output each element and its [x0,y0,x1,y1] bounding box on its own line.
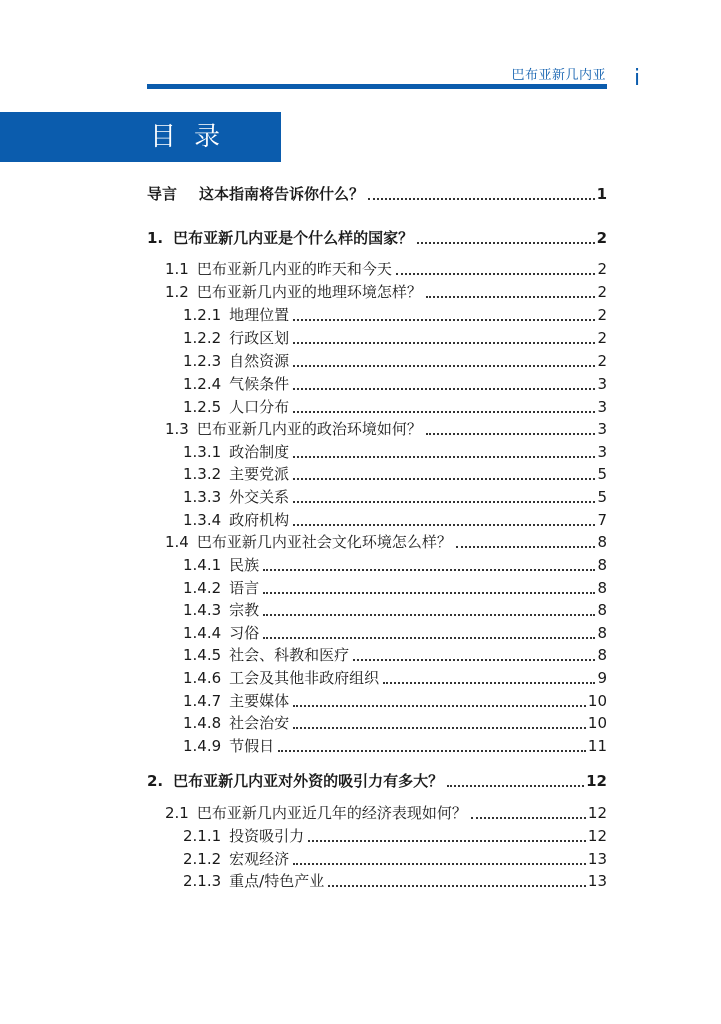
toc-entry-label: 人口分布 [229,398,290,416]
toc-entry-number: 1.4.8 [183,714,222,732]
toc-entry-page: 8 [597,646,607,664]
toc-entry-page: 12 [587,804,607,822]
toc-entry[interactable] [183,508,607,530]
toc-entry-label: 巴布亚新几内亚是个什么样的国家？ [173,229,414,247]
toc-entry-label: 宗教 [229,601,260,619]
toc-entry[interactable] [183,303,607,325]
toc-entry-label: 社会、科教和医疗 [229,646,350,664]
toc-entry-page: 11 [587,737,607,755]
toc-entry-number: 2.1.2 [183,850,222,868]
toc-entry-number: 1.2.4 [183,375,222,393]
toc-entry-label: 主要媒体 [229,692,290,710]
toc-entry-label: 行政区划 [229,329,290,347]
page-title: 目录 [150,122,239,152]
toc-entry-page: 7 [597,511,607,529]
toc-entry-label: 民族 [229,556,260,574]
toc-entry[interactable] [183,734,607,756]
toc-entry-number: 1.4.5 [183,646,222,664]
dot-leader [328,885,586,887]
toc-entry[interactable] [183,372,607,394]
dot-leader [447,785,584,787]
dot-leader [293,365,595,367]
toc-entry-label: 巴布亚新几内亚对外资的吸引力有多大？ [173,772,444,790]
dot-leader [308,840,586,842]
toc-entry-label: 节假日 [229,737,275,755]
toc-entry-page: 1 [596,185,607,203]
toc-entry-number: 1.3.3 [183,488,222,506]
dot-leader [263,637,595,639]
toc-entry-page: 2 [597,329,607,347]
toc-entry[interactable] [183,847,607,869]
toc-entry[interactable] [183,711,607,733]
toc-entry[interactable] [165,417,607,439]
toc-entry-page: 8 [597,624,607,642]
toc-entry-number: 1.2 [165,283,189,301]
toc-entry-number: 1. [147,229,164,247]
toc-entry-label: 气候条件 [229,375,290,393]
toc-entry[interactable] [183,689,607,711]
toc-entry-number: 1.4 [165,533,189,551]
toc-entry[interactable] [165,257,607,279]
dot-leader [293,501,595,503]
dot-leader [263,592,595,594]
toc-entry-page: 12 [587,827,607,845]
toc-entry-page: 8 [597,556,607,574]
toc-entry-page: 2 [597,260,607,278]
running-header-title: 巴布亚新几内亚 [511,68,606,83]
dot-leader [293,411,595,413]
toc-entry-label: 习俗 [229,624,260,642]
toc-entry-number: 1.3.2 [183,465,222,483]
toc-entry-page: 5 [597,465,607,483]
toc-entry-page: 3 [597,420,607,438]
toc-entry[interactable] [183,440,607,462]
toc-entry-page: 5 [597,488,607,506]
page-number: i [634,66,641,91]
toc-entry-page: 13 [587,850,607,868]
dot-leader [426,433,596,435]
toc-entry[interactable] [183,598,607,620]
toc-entry-page: 8 [597,533,607,551]
dot-leader [293,478,595,480]
toc-entry[interactable] [147,769,607,791]
dot-leader [293,319,595,321]
toc-entry-label: 巴布亚新几内亚社会文化环境怎么样？ [196,533,452,551]
toc-entry-page: 2 [596,229,607,247]
toc-entry[interactable] [183,349,607,371]
toc-entry-number: 1.3 [165,420,189,438]
toc-entry-label: 政府机构 [229,511,290,529]
toc-entry-number: 1.3.1 [183,443,222,461]
toc-entry-page: 8 [597,579,607,597]
toc-entry-number: 1.2.1 [183,306,222,324]
toc-entry[interactable] [183,666,607,688]
toc-entry-page: 10 [587,714,607,732]
dot-leader [396,273,596,275]
toc-entry-label: 宏观经济 [229,850,290,868]
toc-entry-label: 重点/特色产业 [229,872,325,890]
dot-leader [293,705,586,707]
toc-entry[interactable] [183,395,607,417]
toc-entry-label: 社会治安 [229,714,290,732]
toc-entry-number: 1.4.2 [183,579,222,597]
toc-entry-number: 1.2.3 [183,352,222,370]
toc-entry[interactable] [183,621,607,643]
toc-entry[interactable] [183,643,607,665]
dot-leader [471,817,586,819]
dot-leader [353,659,595,661]
dot-leader [368,198,595,200]
toc-entry-number: 1.4.3 [183,601,222,619]
toc-entry[interactable] [147,182,607,204]
toc-entry-label: 自然资源 [229,352,290,370]
toc-entry[interactable] [147,226,607,248]
toc-entry-number: 导言 [147,185,178,203]
toc-entry-page: 2 [597,352,607,370]
toc-entry-number: 1.2.2 [183,329,222,347]
toc-entry-label: 外交关系 [229,488,290,506]
dot-leader [417,242,594,244]
toc-entry-number: 1.3.4 [183,511,222,529]
toc-entry[interactable] [165,530,607,552]
toc-entry-label: 投资吸引力 [229,827,305,845]
toc-entry[interactable] [165,801,607,823]
toc-entry[interactable] [183,824,607,846]
toc-entry-page: 10 [587,692,607,710]
dot-leader [293,388,595,390]
dot-leader [263,614,595,616]
toc-entry-page: 3 [597,398,607,416]
toc-entry-number: 2.1 [165,804,189,822]
toc-entry-label: 政治制度 [229,443,290,461]
toc-entry-page: 2 [597,283,607,301]
toc-entry-label: 主要党派 [229,465,290,483]
toc-entry-label: 这本指南将告诉你什么？ [199,185,365,203]
toc-entry[interactable] [183,485,607,507]
toc-entry[interactable] [165,280,607,302]
toc-entry-page: 12 [586,772,607,790]
dot-leader [293,342,595,344]
toc-entry-number: 1.4.9 [183,737,222,755]
dot-leader [426,296,596,298]
dot-leader [293,863,586,865]
toc-entry-number: 1.1 [165,260,189,278]
dot-leader [278,750,586,752]
dot-leader [456,546,596,548]
dot-leader [293,524,595,526]
toc-entry-number: 1.4.1 [183,556,222,574]
toc-entry-number: 2.1.1 [183,827,222,845]
toc-entry[interactable] [183,869,607,891]
toc-entry-label: 巴布亚新几内亚的地理环境怎样？ [196,283,422,301]
dot-leader [383,682,595,684]
toc-entry-label: 地理位置 [229,306,290,324]
dot-leader [293,456,595,458]
toc-entry-number: 1.4.6 [183,669,222,687]
toc-entry[interactable] [183,576,607,598]
toc-entry-number: 1.4.4 [183,624,222,642]
toc-entry-label: 语言 [229,579,260,597]
toc-entry[interactable] [183,553,607,575]
toc-entry-number: 1.2.5 [183,398,222,416]
toc-entry-page: 9 [597,669,607,687]
toc-entry-number: 2. [147,772,164,790]
toc-entry-page: 13 [587,872,607,890]
toc-entry-label: 巴布亚新几内亚的政治环境如何？ [196,420,422,438]
toc-entry-number: 2.1.3 [183,872,222,890]
toc-entry-page: 3 [597,443,607,461]
toc-entry[interactable] [183,326,607,348]
toc-entry-page: 8 [597,601,607,619]
toc-entry-page: 2 [597,306,607,324]
toc-entry-label: 巴布亚新几内亚的昨天和今天 [196,260,392,278]
toc-entry-number: 1.4.7 [183,692,222,710]
toc-entry-page: 3 [597,375,607,393]
toc-entry-label: 巴布亚新几内亚近几年的经济表现如何？ [196,804,467,822]
toc-entry-label: 工会及其他非政府组织 [229,669,380,687]
dot-leader [263,569,595,571]
dot-leader [293,727,586,729]
toc-entry[interactable] [183,462,607,484]
